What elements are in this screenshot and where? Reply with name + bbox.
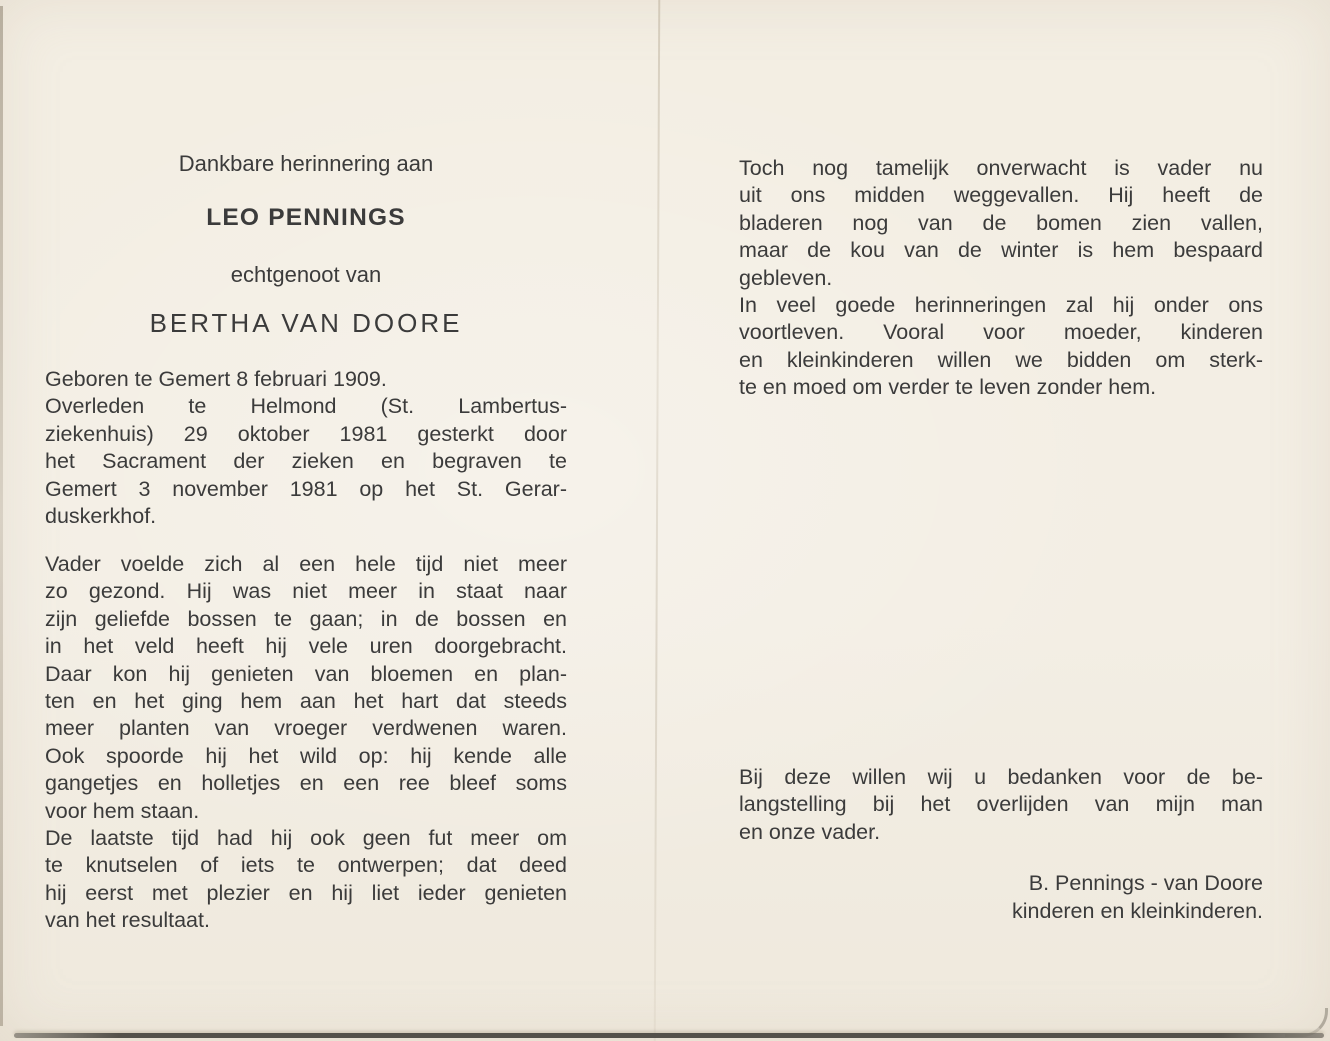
text-line: gebleven. <box>739 265 833 290</box>
text-line: ziekenhuis) 29 oktober 1981 gesterkt door <box>45 421 567 446</box>
text-line: Bij deze willen wij u bedanken voor de be- <box>739 765 1263 789</box>
text-line: Daar kon hij genieten van bloemen en plan- <box>45 661 567 686</box>
text-line: Overleden te Helmond (St. Lambertus- <box>45 394 567 419</box>
text-line: uit ons midden weggevallen. Hij heeft de <box>739 183 1263 208</box>
text-line: het Sacrament der zieken en begraven te <box>45 449 567 474</box>
relation-line: echtgenoot van <box>230 262 382 287</box>
text-line: ten en het ging hem aan het hart dat steeds <box>45 689 567 714</box>
text-line: bladeren nog van de bomen zien vallen, <box>739 210 1263 235</box>
card-bottom-edge <box>14 1033 1324 1038</box>
life-story-paragraph <box>45 551 567 935</box>
text-line: Toch nog tamelijk onverwacht is vader nu <box>739 156 1263 180</box>
thanks-paragraph <box>739 764 1263 846</box>
card-left-edge <box>0 6 3 1026</box>
text-line: zo gezond. Hij was niet meer in staat naar <box>45 579 567 604</box>
text-line: en onze vader. <box>739 819 881 844</box>
text-line: kinderen en kleinkinderen. <box>1012 899 1263 923</box>
memorial-paragraph <box>739 155 1263 402</box>
text-line: Gemert 3 november 1981 op het St. Gerar- <box>45 476 567 501</box>
text-line: De laatste tijd had hij ook geen fut meer om <box>45 826 567 851</box>
death-line-group <box>45 393 567 530</box>
signature-group <box>739 869 1263 925</box>
text-line: te en moed om verder te leven zonder hem. <box>739 375 1157 400</box>
text-line: en kleinkinderen willen we bidden om sterk- <box>739 347 1263 372</box>
life-story-group-1 <box>45 551 567 825</box>
text-line: van het resultaat. <box>45 908 210 933</box>
intro-line: Dankbare herinnering aan <box>178 151 434 176</box>
life-story-group-2 <box>45 825 567 935</box>
text-line: hij eerst met plezier en hij liet ieder genieten <box>45 880 567 905</box>
text-line: B. Pennings - van Doore <box>1028 871 1263 895</box>
text-line: Vader voelde zich al een hele tijd niet meer <box>45 552 567 576</box>
memorial-group-2 <box>739 292 1263 402</box>
text-line: duskerkhof. <box>45 504 157 529</box>
text-line: meer planten van vroeger verdwenen waren. <box>45 716 567 741</box>
text-line: langstelling bij het overlijden van mijn man <box>739 792 1263 817</box>
text-line: te knutselen of iets te ontwerpen; dat deed <box>45 853 567 878</box>
vitals-paragraph <box>45 366 567 530</box>
spouse-name: BERTHA VAN DOORE <box>149 308 463 338</box>
text-line: Geboren te Gemert 8 februari 1909. <box>45 367 387 391</box>
text-line: zijn geliefde bossen te gaan; in de bossen en <box>45 606 567 631</box>
text-line: maar de kou van de winter is hem bespaard <box>739 238 1263 263</box>
text-line: voor hem staan. <box>45 798 200 823</box>
deceased-name: LEO PENNINGS <box>206 204 406 231</box>
signature-block <box>739 869 1263 925</box>
text-line: gangetjes en holletjes en een ree bleef soms <box>45 771 567 796</box>
card-fold-line <box>654 0 661 1041</box>
thanks-group <box>739 764 1263 846</box>
text-line: In veel goede herinneringen zal hij onder ons <box>739 293 1263 318</box>
text-line: Ook spoorde hij het wild op: hij kende alle <box>45 743 567 768</box>
memorial-group-1 <box>739 155 1263 292</box>
text-line: in het veld heeft hij vele uren doorgebracht. <box>45 634 567 659</box>
birth-line-group <box>45 366 567 393</box>
text-line: voortleven. Vooral voor moeder, kinderen <box>739 320 1263 345</box>
